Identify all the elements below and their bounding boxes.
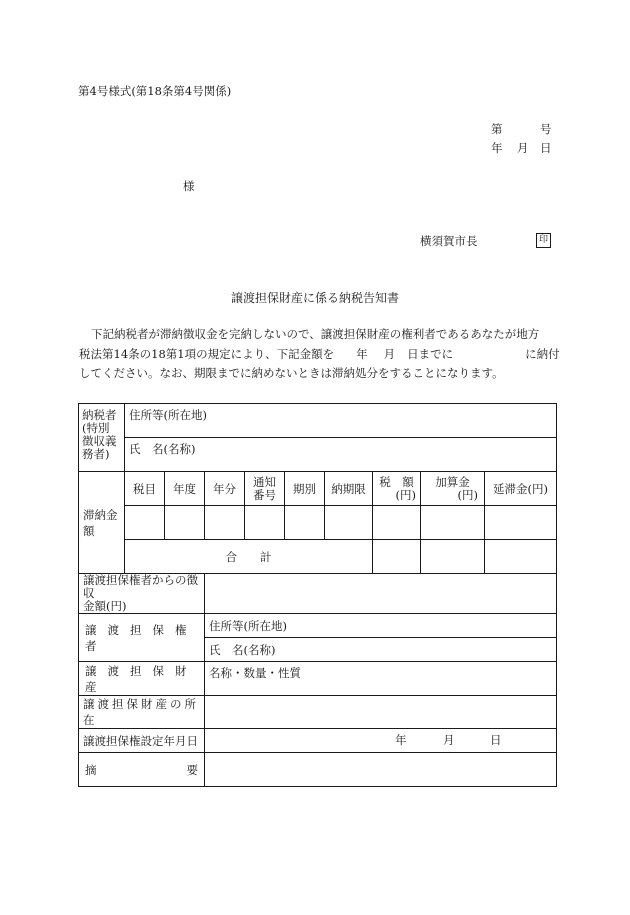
col-surcharge: [421, 472, 485, 506]
holder-name-label: 氏 名(名称): [209, 642, 276, 657]
col-tax-amount-l2: (円): [395, 487, 416, 502]
total-surcharge[interactable]: [421, 540, 485, 574]
notice-number-suffix: 号: [540, 122, 552, 136]
cell-period[interactable]: [285, 506, 325, 540]
document-title: 譲渡担保財産に係る納税告知書: [230, 291, 399, 305]
col-installment: 年分: [205, 472, 245, 506]
property-label-text: [79, 663, 204, 695]
holder-address-label: 住所等(所在地): [209, 618, 287, 633]
property-label-value: 譲渡担保財産: [85, 663, 198, 694]
col-tax-amount: [373, 472, 421, 506]
total-delinquency[interactable]: [485, 540, 557, 574]
col-period: 期別: [285, 472, 325, 506]
cell-delinquency[interactable]: [485, 506, 557, 540]
body-line-3: してください。なお、期限までに納めないときは滞納処分をすることになります。: [79, 366, 504, 380]
notice-number-prefix: 第: [491, 122, 503, 136]
cell-tax-amount[interactable]: [373, 506, 421, 540]
remarks-label: [79, 753, 205, 787]
cell-tax-item[interactable]: [125, 506, 165, 540]
holder-label-value: 譲渡担保権者: [85, 622, 198, 653]
set-date-year: 年: [395, 732, 407, 747]
taxpayer-label: [79, 404, 125, 472]
official-seal: 印: [536, 233, 551, 248]
cell-due-date[interactable]: [325, 506, 373, 540]
col-notice-number: [245, 472, 285, 506]
payment-month-label: 月: [383, 346, 396, 361]
notice-table: [78, 403, 557, 787]
collection-amount-label: [79, 574, 205, 614]
date-year-label: 年: [491, 141, 503, 155]
date-day-label: 日: [540, 141, 552, 155]
taxpayer-label-line2: (特別: [82, 421, 110, 435]
col-delinquency: 延滞金(円): [485, 472, 557, 506]
cell-year[interactable]: [165, 506, 205, 540]
col-notice-number-l1: 通知: [253, 474, 276, 489]
issuer-name: 横須賀市長: [420, 234, 478, 248]
property-detail-field[interactable]: [205, 662, 557, 696]
body-line-2-text: 税法第14条の18第1項の規定により、下記金額を: [79, 346, 335, 361]
set-date-day: 日: [490, 732, 502, 747]
remarks-label-l2: 要: [186, 762, 198, 777]
arrears-label-line1: 滞納金: [83, 507, 118, 522]
location-label: [79, 696, 205, 729]
addressee-suffix: 様: [183, 179, 195, 193]
payment-year-label: 年: [356, 346, 368, 361]
taxpayer-name-field[interactable]: [125, 438, 557, 472]
set-date-label: 譲渡担保権設定年月日: [79, 729, 205, 753]
holder-address-field[interactable]: [205, 614, 557, 638]
remarks-label-l1: 摘: [85, 762, 97, 777]
col-surcharge-l2: (円): [457, 487, 478, 502]
notice-body: [79, 325, 560, 384]
form-reference: 第4号様式(第18条第4号関係): [78, 84, 232, 98]
col-surcharge-l1: 加算金: [435, 474, 470, 489]
remarks-label-text: [79, 762, 204, 778]
taxpayer-label-line1: 納税者: [82, 408, 117, 422]
col-year: 年度: [165, 472, 205, 506]
col-due-date: 納期限: [325, 472, 373, 506]
cell-notice-number[interactable]: [245, 506, 285, 540]
taxpayer-address-field[interactable]: [125, 404, 557, 438]
remarks-field[interactable]: [205, 753, 557, 787]
taxpayer-label-line3: 徴収義: [82, 434, 117, 448]
location-field[interactable]: [205, 696, 557, 729]
total-tax-amount[interactable]: [373, 540, 421, 574]
holder-name-field[interactable]: [205, 638, 557, 662]
payment-place-suffix: に納付: [525, 346, 560, 361]
cell-surcharge[interactable]: [421, 506, 485, 540]
collection-amount-field[interactable]: [205, 574, 557, 614]
set-date-month: 月: [443, 732, 455, 747]
taxpayer-name-label: 氏 名(名称): [129, 442, 196, 456]
body-line-2: [79, 345, 560, 365]
holder-label-text: [79, 622, 204, 654]
set-date-field[interactable]: [205, 729, 557, 753]
arrears-label-line2: 額: [83, 523, 95, 538]
taxpayer-label-line4: 務者): [82, 447, 110, 461]
holder-label: [79, 614, 205, 662]
date-month-label: 月: [517, 141, 529, 155]
taxpayer-address-label: 住所等(所在地): [129, 408, 207, 422]
collection-amount-label-l1: 譲渡担保権者からの徴収: [83, 573, 198, 600]
col-notice-number-l2: 番号: [253, 487, 276, 502]
body-line-1: 下記納税者が滞納徴収金を完納しないので、譲渡担保財産の権利者であるあなたが地方: [91, 327, 540, 341]
payment-day-label: 日までに: [407, 346, 454, 361]
location-label-value: 譲渡担保財産の所在: [83, 697, 199, 727]
total-label: 合 計: [125, 540, 373, 574]
property-label: [79, 662, 205, 696]
col-tax-item: 税目: [125, 472, 165, 506]
collection-amount-label-l2: 金額(円): [83, 599, 127, 613]
arrears-label: [79, 472, 125, 574]
col-tax-amount-l1: 税 額: [379, 474, 414, 489]
property-detail-label: 名称・数量・性質: [209, 666, 301, 680]
cell-installment[interactable]: [205, 506, 245, 540]
